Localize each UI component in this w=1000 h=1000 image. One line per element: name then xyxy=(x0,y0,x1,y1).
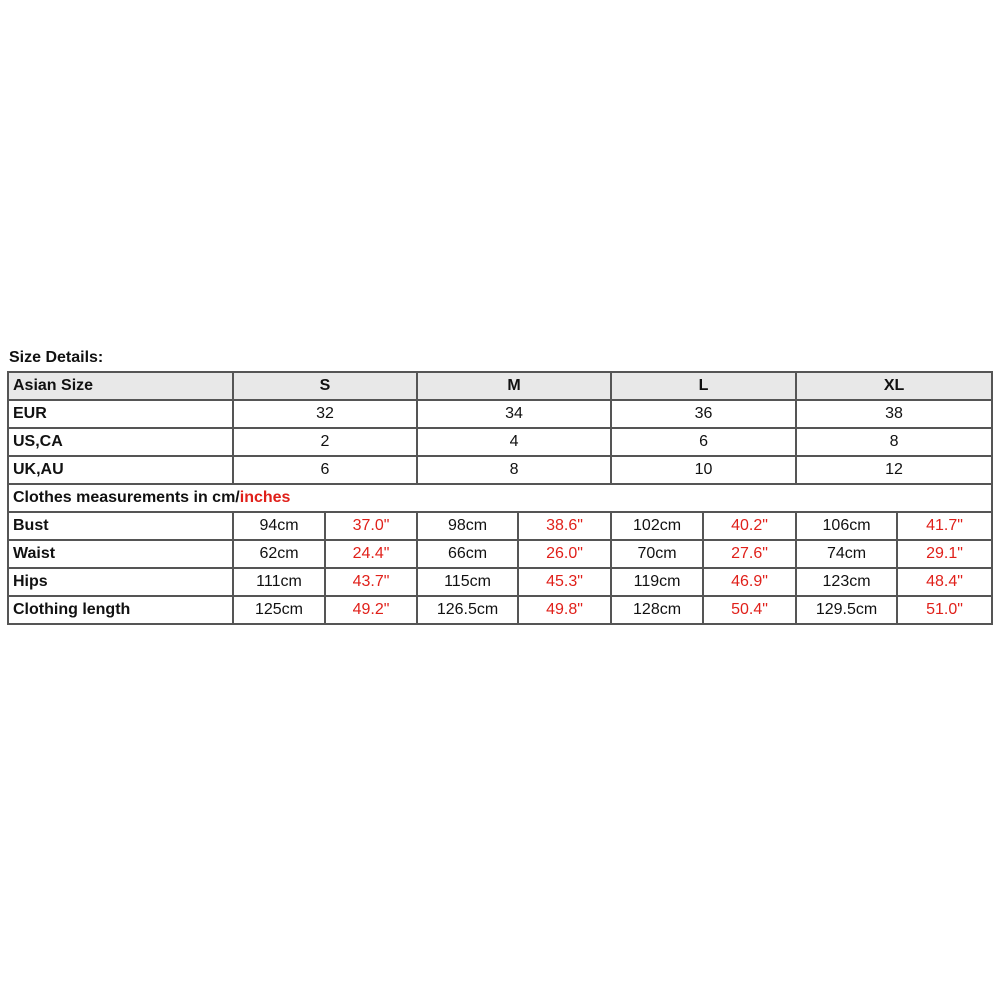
cm-cell: 119cm xyxy=(611,568,703,596)
measurements-section-row xyxy=(8,484,992,512)
conversion-row-uk-au xyxy=(8,456,992,484)
inch-cell: 38.6" xyxy=(518,512,611,540)
row-label: US,CA xyxy=(8,428,233,456)
table-cell: 38 xyxy=(796,400,992,428)
table-cell: 34 xyxy=(417,400,611,428)
measurement-row-bust xyxy=(8,512,992,540)
conversion-row-us-ca xyxy=(8,428,992,456)
inch-cell: 49.8" xyxy=(518,596,611,624)
row-label: UK,AU xyxy=(8,456,233,484)
section-prefix: Clothes measurements in cm/ xyxy=(13,489,240,506)
cm-cell: 102cm xyxy=(611,512,703,540)
size-header-l: L xyxy=(611,372,796,400)
table-cell: 2 xyxy=(233,428,417,456)
inch-cell: 48.4" xyxy=(897,568,992,596)
cm-cell: 125cm xyxy=(233,596,325,624)
inch-cell: 45.3" xyxy=(518,568,611,596)
inch-cell: 43.7" xyxy=(325,568,417,596)
header-label: Asian Size xyxy=(8,372,233,400)
header-row xyxy=(8,372,992,400)
cm-cell: 106cm xyxy=(796,512,897,540)
table-cell: 12 xyxy=(796,456,992,484)
inch-cell: 26.0" xyxy=(518,540,611,568)
measurement-row-clothing-length xyxy=(8,596,992,624)
size-header-s: S xyxy=(233,372,417,400)
cm-cell: 70cm xyxy=(611,540,703,568)
inch-cell: 49.2" xyxy=(325,596,417,624)
size-header-xl: XL xyxy=(796,372,992,400)
cm-cell: 129.5cm xyxy=(796,596,897,624)
inch-cell: 50.4" xyxy=(703,596,796,624)
inch-cell: 41.7" xyxy=(897,512,992,540)
measurement-row-hips xyxy=(8,568,992,596)
inch-cell: 37.0" xyxy=(325,512,417,540)
size-details-title: Size Details: xyxy=(9,349,104,366)
cm-cell: 98cm xyxy=(417,512,518,540)
section-accent-inches: inches xyxy=(239,489,291,506)
size-chart-table xyxy=(7,371,993,625)
cm-cell: 123cm xyxy=(796,568,897,596)
inch-cell: 24.4" xyxy=(325,540,417,568)
table-cell: 6 xyxy=(611,428,796,456)
size-header-m: M xyxy=(417,372,611,400)
measurements-section-heading xyxy=(8,484,992,512)
row-label: Clothing length xyxy=(8,596,233,624)
inch-cell: 29.1" xyxy=(897,540,992,568)
row-label: Bust xyxy=(8,512,233,540)
table-cell: 8 xyxy=(796,428,992,456)
inch-cell: 46.9" xyxy=(703,568,796,596)
cm-cell: 128cm xyxy=(611,596,703,624)
conversion-row-eur xyxy=(8,400,992,428)
inch-cell: 40.2" xyxy=(703,512,796,540)
table-cell: 6 xyxy=(233,456,417,484)
inch-cell: 51.0" xyxy=(897,596,992,624)
row-label: EUR xyxy=(8,400,233,428)
inch-cell: 27.6" xyxy=(703,540,796,568)
cm-cell: 74cm xyxy=(796,540,897,568)
cm-cell: 66cm xyxy=(417,540,518,568)
cm-cell: 94cm xyxy=(233,512,325,540)
cm-cell: 62cm xyxy=(233,540,325,568)
row-label: Waist xyxy=(8,540,233,568)
cm-cell: 126.5cm xyxy=(417,596,518,624)
table-cell: 32 xyxy=(233,400,417,428)
cm-cell: 115cm xyxy=(417,568,518,596)
cm-cell: 111cm xyxy=(233,568,325,596)
table-cell: 4 xyxy=(417,428,611,456)
table-cell: 8 xyxy=(417,456,611,484)
measurement-row-waist xyxy=(8,540,992,568)
row-label: Hips xyxy=(8,568,233,596)
table-cell: 36 xyxy=(611,400,796,428)
table-cell: 10 xyxy=(611,456,796,484)
